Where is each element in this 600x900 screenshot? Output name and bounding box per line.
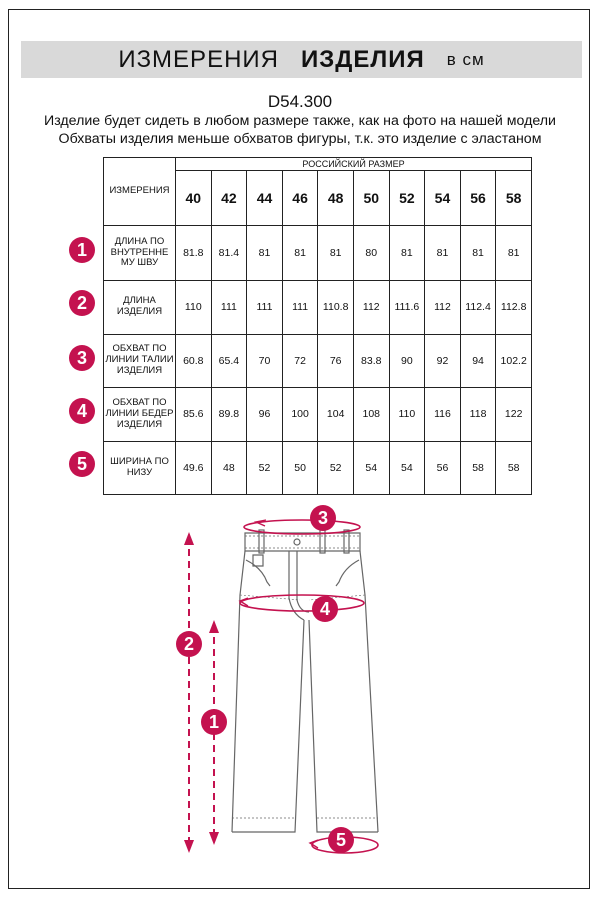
waist-measure-mark (244, 520, 360, 534)
table-cell: 81 (282, 226, 318, 281)
row-number-badge: 3 (69, 345, 95, 371)
row-label: ДЛИНА ИЗДЕЛИЯ (104, 281, 176, 335)
table-cell: 112 (353, 281, 389, 335)
table-cell: 81 (247, 226, 283, 281)
title-unit: в см (446, 49, 485, 69)
table-cell: 89.8 (211, 388, 247, 442)
table-cell: 122 (496, 388, 532, 442)
table-cell: 111 (211, 281, 247, 335)
table-cell: 58 (496, 441, 532, 495)
size-header: 56 (460, 171, 496, 226)
table-cell: 65.4 (211, 334, 247, 388)
table-cell: 111.6 (389, 281, 425, 335)
table-cell: 92 (425, 334, 461, 388)
table-cell: 116 (425, 388, 461, 442)
table-cell: 94 (460, 334, 496, 388)
table-cell: 81 (318, 226, 354, 281)
table-cell: 96 (247, 388, 283, 442)
diagram-badge-hips: 4 (312, 596, 338, 622)
table-cell: 110 (389, 388, 425, 442)
table-cell: 50 (282, 441, 318, 495)
row-label: ШИРИНА ПО НИЗУ (104, 441, 176, 495)
note-fit: Изделие будет сидеть в любом размере также, как на фото на нашей модели (44, 113, 556, 129)
row-label: ДЛИНА ПО ВНУТРЕННЕ МУ ШВУ (104, 226, 176, 281)
table-cell: 112 (425, 281, 461, 335)
size-header: 58 (496, 171, 532, 226)
table-cell: 90 (389, 334, 425, 388)
table-cell: 81 (389, 226, 425, 281)
row-label: ОБХВАТ ПО ЛИНИИ ТАЛИИ ИЗДЕЛИЯ (104, 334, 176, 388)
table-cell: 54 (353, 441, 389, 495)
size-header: 42 (211, 171, 247, 226)
article-number: D54.300 (267, 92, 333, 111)
note-elastane: Обхваты изделия меньше обхватов фигуры, т.к. это изделие с эластаном (58, 131, 542, 147)
size-header: 40 (176, 171, 212, 226)
size-header: 44 (247, 171, 283, 226)
table-cell: 110 (176, 281, 212, 335)
table-cell: 83.8 (353, 334, 389, 388)
diagram-badge-inseam: 1 (201, 709, 227, 735)
title-part2: ИЗДЕЛИЯ (301, 45, 425, 73)
jeans-outline (232, 530, 378, 832)
table-cell: 81 (460, 226, 496, 281)
table-cell: 110.8 (318, 281, 354, 335)
row-number-badge: 4 (69, 398, 95, 424)
table-cell: 72 (282, 334, 318, 388)
table-cell: 111 (247, 281, 283, 335)
row-number-badge: 5 (69, 451, 95, 477)
title-part1: ИЗМЕРЕНИЯ (118, 45, 279, 73)
table-cell: 81 (496, 226, 532, 281)
table-cell: 70 (247, 334, 283, 388)
diagram-badge-waist: 3 (310, 505, 336, 531)
table-cell: 102.2 (496, 334, 532, 388)
size-header: 48 (318, 171, 354, 226)
table-cell: 108 (353, 388, 389, 442)
measure-header: ИЗМЕРЕНИЯ (104, 158, 176, 226)
table-cell: 100 (282, 388, 318, 442)
diagram-badge-length: 2 (176, 631, 202, 657)
hip-measure-mark (240, 595, 364, 611)
table-cell: 52 (318, 441, 354, 495)
table-cell: 76 (318, 334, 354, 388)
length-arrow (184, 532, 194, 853)
table-cell: 85.6 (176, 388, 212, 442)
table-cell: 111 (282, 281, 318, 335)
diagram-badge-hem: 5 (328, 827, 354, 853)
table-cell: 49.6 (176, 441, 212, 495)
table-cell: 104 (318, 388, 354, 442)
table-cell: 52 (247, 441, 283, 495)
table-cell: 54 (389, 441, 425, 495)
table-cell: 60.8 (176, 334, 212, 388)
size-header: 46 (282, 171, 318, 226)
row-number-badge: 2 (69, 290, 95, 316)
table-cell: 58 (460, 441, 496, 495)
table-cell: 118 (460, 388, 496, 442)
table-cell: 81 (425, 226, 461, 281)
row-label: ОБХВАТ ПО ЛИНИИ БЕДЕР ИЗДЕЛИЯ (104, 388, 176, 442)
table-cell: 81.4 (211, 226, 247, 281)
size-header: 54 (425, 171, 461, 226)
table-cell: 56 (425, 441, 461, 495)
size-group-header: РОССИЙСКИЙ РАЗМЕР (176, 158, 532, 171)
row-number-badge: 1 (69, 237, 95, 263)
table-cell: 81.8 (176, 226, 212, 281)
size-header: 52 (389, 171, 425, 226)
table-cell: 80 (353, 226, 389, 281)
table-cell: 112.4 (460, 281, 496, 335)
table-cell: 112.8 (496, 281, 532, 335)
table-cell: 48 (211, 441, 247, 495)
size-header: 50 (353, 171, 389, 226)
